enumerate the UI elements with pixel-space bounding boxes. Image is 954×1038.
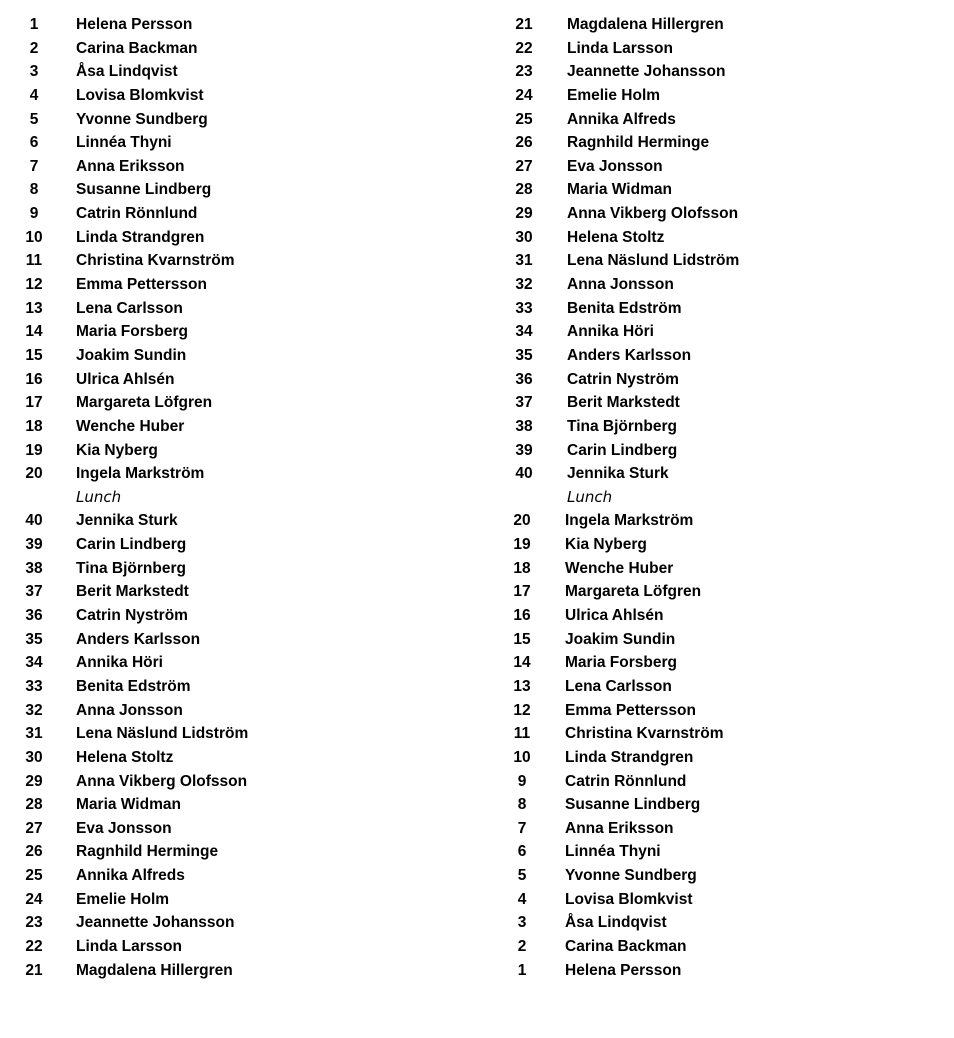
list-item (490, 817, 950, 841)
list-item (490, 746, 950, 770)
order-number: 35 (515, 346, 533, 364)
order-number: 29 (25, 772, 43, 790)
left-column (0, 13, 470, 982)
list-item (490, 840, 950, 864)
list-item (0, 273, 470, 297)
order-number: 23 (25, 914, 43, 932)
list-item (490, 888, 950, 912)
list-item (490, 344, 950, 368)
lunch-break-right (490, 486, 950, 510)
list-item (0, 108, 470, 132)
person-name: Susanne Lindberg (76, 181, 212, 199)
person-name: Catrin Rönnlund (76, 205, 198, 223)
order-number: 35 (25, 630, 43, 648)
list-item (490, 60, 950, 84)
person-name: Wenche Huber (76, 417, 185, 435)
list-item (490, 675, 950, 699)
person-name: Emelie Holm (76, 890, 170, 908)
left-first-half (0, 13, 470, 486)
order-number: 29 (515, 205, 533, 223)
order-number: 36 (25, 607, 43, 625)
person-name: Berit Markstedt (567, 394, 680, 412)
list-item (490, 13, 950, 37)
person-name: Magdalena Hillergren (567, 16, 724, 33)
person-name: Anna Vikberg Olofsson (567, 205, 739, 223)
person-name: Jeannette Johansson (76, 914, 235, 932)
order-number: 27 (515, 157, 533, 175)
order-number: 5 (29, 110, 39, 128)
person-name: Linda Larsson (76, 937, 182, 955)
order-number: 8 (517, 796, 527, 814)
person-name: Helena Persson (565, 961, 682, 979)
order-number: 4 (29, 86, 39, 104)
list-item (490, 604, 950, 628)
person-name: Kia Nyberg (565, 536, 647, 554)
lunch-label: Lunch (567, 487, 613, 506)
list-item (0, 178, 470, 202)
person-name: Margareta Löfgren (565, 583, 702, 601)
order-number: 37 (25, 583, 43, 601)
list-item (490, 226, 950, 250)
order-number: 17 (513, 583, 531, 601)
order-number: 31 (25, 725, 43, 743)
order-number: 37 (515, 394, 533, 412)
list-item (0, 391, 470, 415)
order-number: 26 (25, 843, 43, 861)
order-number: 32 (515, 276, 533, 294)
order-number: 28 (25, 796, 43, 814)
person-name: Maria Widman (567, 181, 672, 199)
person-name: Catrin Rönnlund (565, 772, 687, 790)
right-column (490, 13, 950, 982)
order-number: 22 (515, 39, 533, 57)
list-item (490, 155, 950, 179)
list-item (490, 249, 950, 273)
list-item (490, 911, 950, 935)
order-number: 1 (29, 16, 39, 33)
list-item (0, 817, 470, 841)
list-item (0, 202, 470, 226)
list-item (0, 651, 470, 675)
order-number: 21 (25, 961, 43, 979)
order-number: 18 (513, 559, 531, 577)
order-number: 9 (517, 772, 527, 790)
list-item (0, 675, 470, 699)
person-name: Joakim Sundin (76, 346, 187, 364)
list-item (490, 297, 950, 321)
lunch-break-left (0, 486, 470, 510)
person-name: Eva Jonsson (76, 819, 172, 837)
order-number: 6 (517, 843, 527, 861)
list-item (0, 368, 470, 392)
person-name: Lena Näslund Lidström (76, 725, 249, 743)
order-number: 19 (25, 441, 43, 459)
list-item (0, 13, 470, 37)
order-number: 31 (515, 252, 533, 270)
person-name: Kia Nyberg (76, 441, 158, 459)
person-name: Linda Strandgren (76, 228, 205, 246)
list-item (490, 391, 950, 415)
person-name: Maria Forsberg (565, 654, 677, 672)
person-name: Christina Kvarnström (565, 725, 724, 743)
list-item (0, 249, 470, 273)
order-number: 16 (513, 607, 531, 625)
order-number: 38 (515, 417, 533, 435)
order-number: 20 (513, 512, 531, 530)
person-name: Helena Persson (76, 16, 193, 33)
person-name: Jennika Sturk (567, 465, 669, 483)
list-item (0, 509, 470, 533)
order-number: 18 (25, 417, 43, 435)
list-item (0, 770, 470, 794)
order-number: 32 (25, 701, 43, 719)
person-name: Maria Forsberg (76, 323, 188, 341)
person-name: Ingela Markström (76, 465, 205, 483)
order-number: 40 (515, 465, 533, 483)
list-item (0, 297, 470, 321)
person-name: Ingela Markström (565, 512, 694, 530)
lunch-label: Lunch (76, 487, 122, 506)
order-number: 4 (517, 890, 527, 908)
order-number: 30 (515, 228, 533, 246)
list-item (490, 557, 950, 581)
order-number: 11 (513, 725, 531, 743)
person-name: Anna Eriksson (565, 819, 674, 837)
person-name: Linnéa Thyni (76, 134, 172, 152)
order-number: 26 (515, 134, 533, 152)
list-item (0, 226, 470, 250)
person-name: Emma Pettersson (565, 701, 696, 719)
right-first-half (490, 13, 950, 486)
order-number: 40 (25, 512, 43, 530)
person-name: Susanne Lindberg (565, 796, 701, 814)
person-name: Ulrica Ahlsén (565, 607, 664, 625)
list-item (0, 793, 470, 817)
order-number: 15 (513, 630, 531, 648)
person-name: Ragnhild Herminge (567, 134, 710, 152)
order-number: 27 (25, 819, 43, 837)
person-name: Åsa Lindqvist (76, 63, 178, 81)
person-name: Benita Edström (76, 677, 191, 695)
order-number: 25 (25, 867, 43, 885)
person-name: Annika Alfreds (567, 110, 676, 128)
list-item (490, 84, 950, 108)
order-number: 11 (25, 252, 43, 270)
person-name: Maria Widman (76, 796, 181, 814)
order-number: 24 (515, 86, 533, 104)
person-name: Anders Karlsson (76, 630, 201, 648)
list-item (490, 108, 950, 132)
right-second-half (490, 509, 950, 982)
person-name: Wenche Huber (565, 559, 674, 577)
list-item (0, 722, 470, 746)
list-item (490, 864, 950, 888)
person-name: Anna Jonsson (76, 701, 183, 719)
order-number: 30 (25, 748, 43, 766)
list-item (490, 770, 950, 794)
person-name: Carina Backman (565, 937, 687, 955)
person-name: Emelie Holm (567, 86, 661, 104)
person-name: Lovisa Blomkvist (565, 890, 693, 908)
person-name: Annika Höri (76, 654, 163, 672)
list-item (0, 533, 470, 557)
list-item (490, 935, 950, 959)
order-number: 21 (515, 16, 533, 33)
person-name: Yvonne Sundberg (76, 110, 208, 128)
order-number: 6 (29, 134, 39, 152)
person-name: Margareta Löfgren (76, 394, 213, 412)
person-name: Tina Björnberg (567, 417, 677, 435)
list-item (490, 651, 950, 675)
order-number: 36 (515, 370, 533, 388)
list-item (490, 415, 950, 439)
order-number: 17 (25, 394, 43, 412)
list-item (0, 911, 470, 935)
list-item (490, 178, 950, 202)
order-number: 3 (517, 914, 527, 932)
person-name: Anders Karlsson (567, 346, 692, 364)
order-number: 23 (515, 63, 533, 81)
list-item (0, 155, 470, 179)
order-number: 38 (25, 559, 43, 577)
order-number: 39 (25, 536, 43, 554)
person-name: Ulrica Ahlsén (76, 370, 175, 388)
person-name: Yvonne Sundberg (565, 867, 697, 885)
order-number: 3 (29, 63, 39, 81)
order-number: 15 (25, 346, 43, 364)
list-item (490, 202, 950, 226)
order-number: 19 (513, 536, 531, 554)
order-number: 14 (25, 323, 43, 341)
order-number: 1 (517, 961, 527, 979)
list-item (0, 959, 470, 983)
person-name: Lovisa Blomkvist (76, 86, 204, 104)
order-number: 25 (515, 110, 533, 128)
person-name: Annika Alfreds (76, 867, 185, 885)
order-number: 28 (515, 181, 533, 199)
person-name: Anna Vikberg Olofsson (76, 772, 248, 790)
person-name: Ragnhild Herminge (76, 843, 219, 861)
person-name: Linda Larsson (567, 39, 673, 57)
order-number: 12 (25, 276, 43, 294)
order-number: 12 (513, 701, 531, 719)
person-name: Åsa Lindqvist (565, 914, 667, 932)
person-name: Emma Pettersson (76, 276, 207, 294)
order-number: 33 (515, 299, 533, 317)
order-number: 33 (25, 677, 43, 695)
list-item (490, 320, 950, 344)
list-item (490, 580, 950, 604)
list-item (0, 888, 470, 912)
person-name: Tina Björnberg (76, 559, 186, 577)
list-item (0, 840, 470, 864)
person-name: Linda Strandgren (565, 748, 694, 766)
list-item (0, 580, 470, 604)
list-item (490, 462, 950, 486)
order-number: 10 (513, 748, 531, 766)
list-item (0, 864, 470, 888)
list-item (0, 37, 470, 61)
order-number: 7 (517, 819, 527, 837)
list-item (0, 439, 470, 463)
list-item (490, 722, 950, 746)
person-name: Lena Carlsson (565, 677, 672, 695)
person-name: Helena Stoltz (567, 228, 665, 246)
list-item (490, 699, 950, 723)
order-number: 14 (513, 654, 531, 672)
order-number: 7 (29, 157, 39, 175)
person-name: Jennika Sturk (76, 512, 178, 530)
person-name: Catrin Nyström (76, 607, 188, 625)
person-name: Lena Näslund Lidström (567, 252, 740, 270)
order-number: 34 (515, 323, 533, 341)
person-name: Anna Jonsson (567, 276, 674, 294)
order-number: 8 (29, 181, 39, 199)
list-item (0, 604, 470, 628)
list-item (490, 533, 950, 557)
list-item (490, 439, 950, 463)
person-name: Joakim Sundin (565, 630, 676, 648)
person-name: Eva Jonsson (567, 157, 663, 175)
list-item (490, 131, 950, 155)
person-name: Berit Markstedt (76, 583, 189, 601)
list-item (490, 37, 950, 61)
order-number: 16 (25, 370, 43, 388)
person-name: Linnéa Thyni (565, 843, 661, 861)
list-item (0, 628, 470, 652)
list-item (0, 746, 470, 770)
order-number: 24 (25, 890, 43, 908)
list-item (0, 699, 470, 723)
list-item (0, 131, 470, 155)
order-number: 20 (25, 465, 43, 483)
list-item (0, 935, 470, 959)
person-name: Carin Lindberg (76, 536, 187, 554)
list-item (0, 320, 470, 344)
person-name: Jeannette Johansson (567, 63, 726, 81)
list-item (490, 273, 950, 297)
person-name: Carin Lindberg (567, 441, 678, 459)
list-item (490, 793, 950, 817)
order-number: 13 (513, 677, 531, 695)
order-number: 2 (517, 937, 527, 955)
list-item (0, 84, 470, 108)
list-item (0, 557, 470, 581)
person-name: Benita Edström (567, 299, 682, 317)
list-item (0, 462, 470, 486)
list-item (490, 509, 950, 533)
list-item (0, 60, 470, 84)
person-name: Magdalena Hillergren (76, 961, 233, 979)
person-name: Lena Carlsson (76, 299, 183, 317)
list-item (490, 368, 950, 392)
person-name: Anna Eriksson (76, 157, 185, 175)
list-item (0, 344, 470, 368)
order-number: 13 (25, 299, 43, 317)
order-number: 2 (29, 39, 39, 57)
order-number: 10 (25, 228, 43, 246)
order-number: 39 (515, 441, 533, 459)
order-number: 34 (25, 654, 43, 672)
order-number: 5 (517, 867, 527, 885)
order-number: 22 (25, 937, 43, 955)
order-number: 9 (29, 205, 39, 223)
person-name: Carina Backman (76, 39, 198, 57)
person-name: Christina Kvarnström (76, 252, 235, 270)
person-name: Annika Höri (567, 323, 654, 341)
left-second-half (0, 509, 470, 982)
list-item (490, 628, 950, 652)
person-name: Helena Stoltz (76, 748, 174, 766)
list-item (0, 415, 470, 439)
person-name: Catrin Nyström (567, 370, 679, 388)
list-item (490, 959, 950, 983)
